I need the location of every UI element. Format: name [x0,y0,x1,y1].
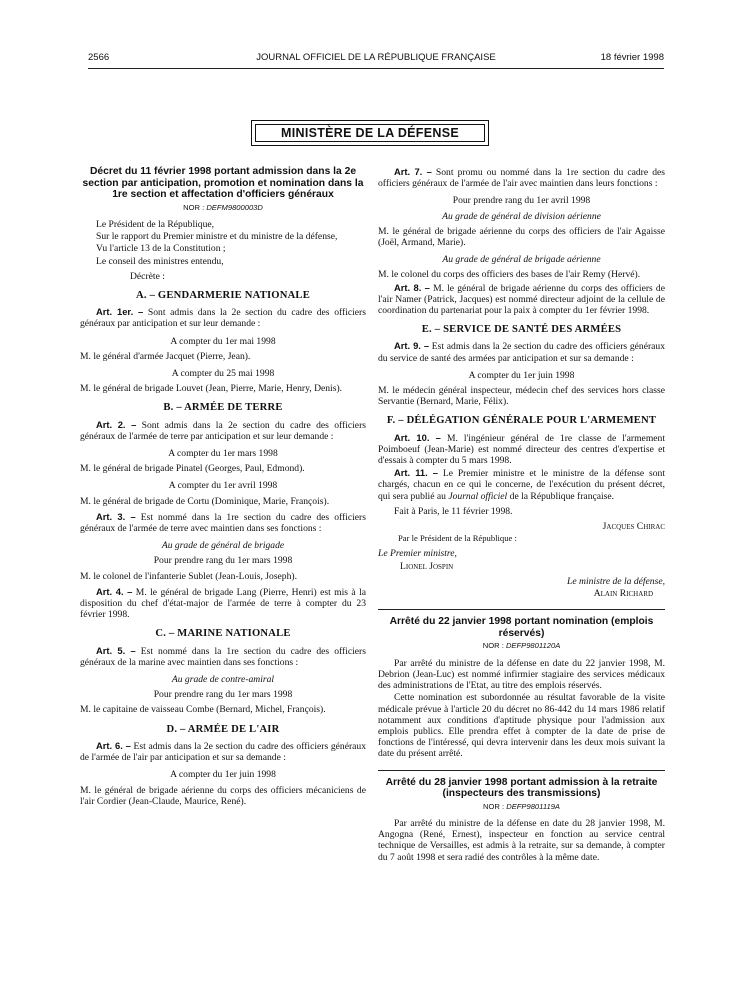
signature-president: Jacques Chirac [602,521,665,533]
article-7: Art. 7. – Sont promu ou nommé dans la 1re section du cadre des officiers généraux de l'armée de l'air avec maintien dans leurs fonctions : [378,166,665,190]
section-d-title: D. – ARMÉE DE L'AIR [166,723,280,735]
article-9: Art. 9. – Est admis dans la 2e section du cadre des officiers généraux du service de santé des armées par anticipation et sur sa demande : [378,340,666,364]
pm-title: Le Premier ministre, [378,548,457,560]
arrete2-title: Arrêté du 28 janvier 1998 portant admission à la retraite (inspecteurs des transmissions) [385,776,658,800]
date-line: Pour prendre rang du 1er mars 1998 [153,689,293,701]
arrete2-paragraph: Par arrêté du ministre de la défense en date du 28 janvier 1998, M. Angogna (René, Ernest), inspecteur en fonction au service central technique de Versailles, est admis à la retraite, sur sa demande, à compter du 7 août 1998 et sera radié des contrôles à la même date. [378,817,665,863]
date-line: A compter du 25 mai 1998 [171,368,275,380]
nor-label: NOR : [183,202,205,212]
article-10: Art. 10. – M. l'ingénieur général de 1re classe de l'armement Poimboeuf (Jean-Marie) est nommé directeur des centres d'expertise et d'essais à compter du 5 mars 1998. [378,431,665,467]
nor-code: DEFM9800003D [206,202,263,212]
section-a-title: A. – GENDARMERIE NATIONALE [136,290,310,301]
page-number: 2566 [88,52,110,63]
article-label: Art. 9. – [394,340,430,352]
article-4: Art. 4. – M. le général de brigade Lang (Pierre, Henri) est mis à la disposition du chef d'état-major de l'armée de terre à compter du 23 février 1998. [80,585,366,621]
person-entry: M. le médecin général inspecteur, médecin chef des services hors classe Servantie (Bernard, Marie, Félix). [378,385,665,408]
article-label: Art. 8. – [394,281,430,293]
date-line: Pour prendre rang du 1er avril 1998 [452,195,591,207]
section-c-title: C. – MARINE NATIONALE [155,628,291,640]
article-label: Art. 3. – [96,510,136,522]
right-column [378,166,665,864]
arrete1-paragraph: Par arrêté du ministre de la défense en date du 22 janvier 1998, M. Debrion (Jean-Luc) est nommé infirmier stagiaire des services médicaux des administrations de l'Etat, au titre des emplois réservés. [378,657,665,692]
article-5: Art. 5. – Est nommé dans la 1re section du cadre des officiers généraux de la marine avec maintien dans ses fonctions : [80,644,366,668]
left-column [80,166,366,808]
pm-name: Lionel Jospin [400,560,454,572]
arrete1-title: Arrêté du 22 janvier 1998 portant nomination (emplois réservés) [389,616,654,639]
minister-title: Le ministre de la défense, [567,575,665,587]
journal-title: JOURNAL OFFICIEL DE LA RÉPUBLIQUE FRANÇAISE [256,52,496,63]
header-rule [88,68,664,69]
article-label: Art. 5. – [96,644,136,656]
person-entry: M. le général de brigade Louvet (Jean, Pierre, Marie, Henry, Denis). [80,383,343,395]
person-entry: M. le général de brigade aérienne du corps des officiers mécaniciens de l'air Cordier (Jean-Claude, Maurice, René). [80,784,366,807]
date-line: Pour prendre rang du 1er mars 1998 [153,555,293,567]
article-6: Art. 6. – Est admis dans la 2e section du cadre des officiers généraux de l'armée de l'air par anticipation et sur sa demande : [80,739,367,764]
person-entry: M. le colonel du corps des officiers des bases de l'air Remy (Hervé). [378,269,641,281]
decree-nor [80,202,366,213]
preamble-line: Vu l'article 13 de la Constitution ; [96,243,226,255]
arrete1-paragraph: Cette nomination est subordonnée au résultat favorable de la visite médicale prévue à l'article 20 du décret no 86-442 du 14 mars 1986 relatif notamment aux conditions d'aptitude physique pour l'admission aux emplois publics. Elle prendra effet à compter de la date de prise de fonctions de l'intéressé, qui devra intervenir dans les deux mois suivant la date du présent arrêté. [378,692,665,760]
date-line: A compter du 1er mai 1998 [170,335,276,347]
minister-name: Alain Richard [593,588,653,600]
article-2: Art. 2. – Sont admis dans la 2e section du cadre des officiers généraux de l'armée de terre par anticipation et sur leur demande : [80,418,366,442]
section-b-title: B. – ARMÉE DE TERRE [163,402,283,414]
section-divider [378,770,665,771]
done-at: Fait à Paris, le 11 février 1998. [394,505,513,517]
article-label: Art. 4. – [96,585,133,597]
article-label: Art. 2. – [96,418,137,430]
person-entry: M. le général de brigade de Cortu (Dominique, Marie, François). [80,495,330,507]
issue-date: 18 février 1998 [600,52,664,63]
article-8: Art. 8. – M. le général de brigade aérienne du corps des officiers de l'air Namer (Patrick, Jacques) est nommé directeur adjoint de la cellule de coordination du partenariat pour la paix à compter du 1er février 1998. [378,281,665,317]
article-label: Art. 10. – [394,431,441,443]
page-header [88,52,664,66]
par-le-president: Par le Président de la République : [398,533,517,544]
date-line: A compter du 1er avril 1998 [168,480,278,492]
article-3: Art. 3. – Est nommé dans la 1re section du cadre des officiers généraux de l'armée de terre avec maintien dans ses fonctions : [80,510,366,535]
journal-officiel: Journal officiel [448,490,508,502]
section-divider [378,609,665,610]
article-11: Art. 11. – Le Premier ministre et le ministre de la défense sont chargés, chacun en ce qui le concerne, de l'exécution du présent décret, qui sera publié au Journal officiel de la République française. [378,467,665,502]
person-entry: M. le général de brigade aérienne du corps des officiers de l'air Agaisse (Joël, Armand, Marie). [378,225,665,249]
decree-title: Décret du 11 février 1998 portant admission dans la 2e section par anticipation, promotion et nomination dans la 1re section et affectation d'officiers généraux [82,166,364,201]
ministry-box [251,120,489,146]
person-entry: M. le capitaine de vaisseau Combe (Bernard, Michel, François). [80,704,326,716]
grade-line: Au grade de général de brigade [161,540,285,552]
decrete: Décrète : [130,270,165,282]
section-f-title: F. – DÉLÉGATION GÉNÉRALE POUR L'ARMEMENT [386,415,657,427]
date-line: A compter du 1er juin 1998 [468,369,575,381]
article-label: Art. 6. – [96,739,131,751]
date-line: A compter du 1er mars 1998 [168,448,278,460]
arrete1-nor: NOR : DEFP9801120A [482,641,561,651]
grade-line: Au grade de général de division aérienne [442,210,601,222]
preamble-line: Sur le rapport du Premier ministre et du ministre de la défense, [96,231,338,243]
article-label: Art. 11. – [394,467,438,479]
preamble-line: Le conseil des ministres entendu, [96,255,224,267]
arrete2-nor: NOR : DEFP9801119A [483,801,560,811]
article-1: Art. 1er. – Sont admis dans la 2e section du cadre des officiers généraux par anticipation et sur leur demande : [80,306,366,330]
grade-line: Au grade de contre-amiral [171,674,275,686]
grade-line: Au grade de général de brigade aérienne [442,254,601,266]
date-line: A compter du 1er juin 1998 [170,769,276,781]
section-e-title: E. – SERVICE DE SANTÉ DES ARMÉES [421,324,622,336]
person-entry: M. le général de brigade Pinatel (Georges, Paul, Edmond). [80,463,305,475]
ministry-title: MINISTÈRE DE LA DÉFENSE [255,124,485,142]
article-label: Art. 1er. – [96,306,144,318]
article-label: Art. 7. – [394,166,432,177]
person-entry: M. le général d'armée Jacquet (Pierre, Jean). [80,350,251,362]
preamble-line: Le Président de la République, [96,218,215,230]
person-entry: M. le colonel de l'infanterie Sublet (Jean-Louis, Joseph). [80,570,297,582]
